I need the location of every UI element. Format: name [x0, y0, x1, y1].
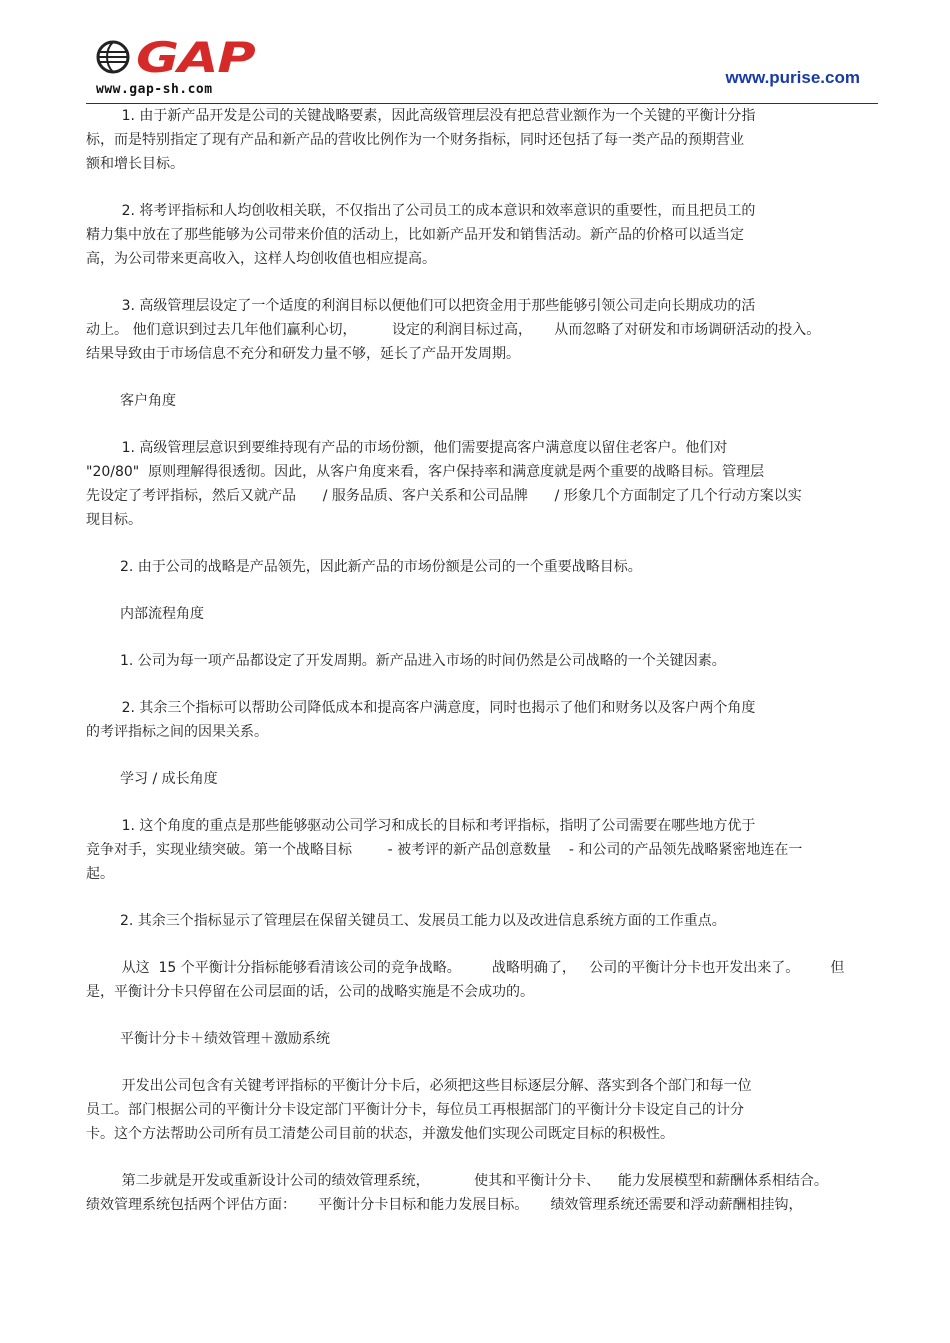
text-line: 是，平衡计分卡只停留在公司层面的话，公司的战略实施是不会成功的。	[86, 984, 534, 1000]
paragraph	[86, 649, 856, 673]
text-line: 结果导致由于市场信息不充分和研发力量不够，延长了产品开发周期。	[86, 346, 520, 362]
site-url-link[interactable]: www.purise.com	[725, 68, 860, 87]
text-line: 2. 由于公司的战略是产品领先，因此新产品的市场份额是公司的一个重要战略目标。	[120, 559, 642, 575]
text-line: 绩效管理系统包括两个评估方面： 平衡计分卡目标和能力发展目标。 绩效管理系统还需要和浮动薪酬相挂钩，	[86, 1197, 803, 1213]
text-line: 2. 其余三个指标显示了管理层在保留关键员工、发展员工能力以及改进信息系统方面的工作重点。	[120, 913, 726, 929]
logo-word: GAP	[136, 33, 255, 82]
text-line: 2. 其余三个指标可以帮助公司降低成本和提高客户满意度，同时也揭示了他们和财务以及客户两个角度	[86, 700, 756, 716]
text-line: 卡。这个方法帮助公司所有员工清楚公司目前的状态，并激发他们实现公司既定目标的积极性。	[86, 1126, 674, 1142]
text-line: 1. 这个角度的重点是那些能够驱动公司学习和成长的目标和考评指标，指明了公司需要在哪些地方优于	[86, 818, 756, 834]
paragraph	[86, 104, 856, 176]
paragraph	[86, 294, 856, 366]
text-line: 的考评指标之间的因果关系。	[86, 724, 268, 740]
text-line: 员工。部门根据公司的平衡计分卡设定部门平衡计分卡，每位员工再根据部门的平衡计分卡设定自己的计分	[86, 1102, 744, 1118]
text-line: 2. 将考评指标和人均创收相关联，不仅指出了公司员工的成本意识和效率意识的重要性，而且把员工的	[86, 203, 756, 219]
text-line: 动上。 他们意识到过去几年他们赢利心切， 设定的利润目标过高， 从而忽略了对研发和市场调研活动的投入。	[86, 322, 821, 338]
paragraph	[86, 956, 856, 1004]
text-line: 平衡计分卡＋绩效管理＋激励系统	[120, 1031, 330, 1047]
text-line: 从这 15 个平衡计分指标能够看清该公司的竞争战略。 战略明确了， 公司的平衡计分卡也开发出来了。 但	[86, 960, 845, 976]
text-line: 学习 / 成长角度	[120, 771, 218, 787]
text-line: 内部流程角度	[120, 606, 204, 622]
logo-url: www.gap-sh.com	[96, 82, 213, 97]
text-line: 3. 高级管理层设定了一个适度的利润目标以便他们可以把资金用于那些能够引领公司走向长期成功的活	[86, 298, 756, 314]
text-line: 先设定了考评指标，然后又就产品 / 服务品质、客户关系和公司品牌 / 形象几个方面制定了几个行动方案以实	[86, 488, 802, 504]
paragraph	[86, 1169, 856, 1217]
text-line: 起。	[86, 866, 114, 882]
paragraph	[86, 696, 856, 744]
paragraph	[86, 602, 856, 626]
text-line: 精力集中放在了那些能够为公司带来价值的活动上，比如新产品开发和销售活动。新产品的价格可以适当定	[86, 227, 744, 243]
paragraph	[86, 1074, 856, 1146]
text-line: 高，为公司带来更高收入，这样人均创收值也相应提高。	[86, 251, 436, 267]
text-line: 现目标。	[86, 512, 142, 528]
text-line: 竞争对手，实现业绩突破。第一个战略目标 - 被考评的新产品创意数量 - 和公司的产品领先战略紧密地连在一	[86, 842, 803, 858]
globe-icon	[96, 40, 130, 74]
text-line: 1. 由于新产品开发是公司的关键战略要素，因此高级管理层没有把总营业额作为一个关键的平衡计分指	[86, 108, 756, 124]
paragraph	[86, 767, 856, 791]
paragraph	[86, 814, 856, 886]
text-line: 客户角度	[120, 393, 176, 409]
page-header	[86, 30, 878, 104]
paragraph	[86, 909, 856, 933]
paragraph	[86, 389, 856, 413]
text-line: 标，而是特别指定了现有产品和新产品的营收比例作为一个财务指标，同时还包括了每一类产品的预期营业	[86, 132, 744, 148]
paragraph	[86, 199, 856, 271]
text-line: 开发出公司包含有关键考评指标的平衡计分卡后，必须把这些目标逐层分解、落实到各个部门和每一位	[86, 1078, 752, 1094]
text-line: 额和增长目标。	[86, 156, 184, 172]
paragraph	[86, 555, 856, 579]
text-line: 1. 高级管理层意识到要维持现有产品的市场份额，他们需要提高客户满意度以留住老客户。他们对	[86, 440, 728, 456]
text-line: "20/80" 原则理解得很透彻。因此，从客户角度来看，客户保持率和满意度就是两个重要的战略目标。管理层	[86, 464, 765, 480]
document-body	[86, 104, 856, 1240]
text-line: 1. 公司为每一项产品都设定了开发周期。新产品进入市场的时间仍然是公司战略的一个关键因素。	[120, 653, 726, 669]
paragraph	[86, 1027, 856, 1051]
gap-logo	[96, 34, 256, 98]
paragraph	[86, 436, 856, 532]
text-line: 第二步就是开发或重新设计公司的绩效管理系统， 使其和平衡计分卡、 能力发展模型和薪酬体系相结合。	[86, 1173, 828, 1189]
